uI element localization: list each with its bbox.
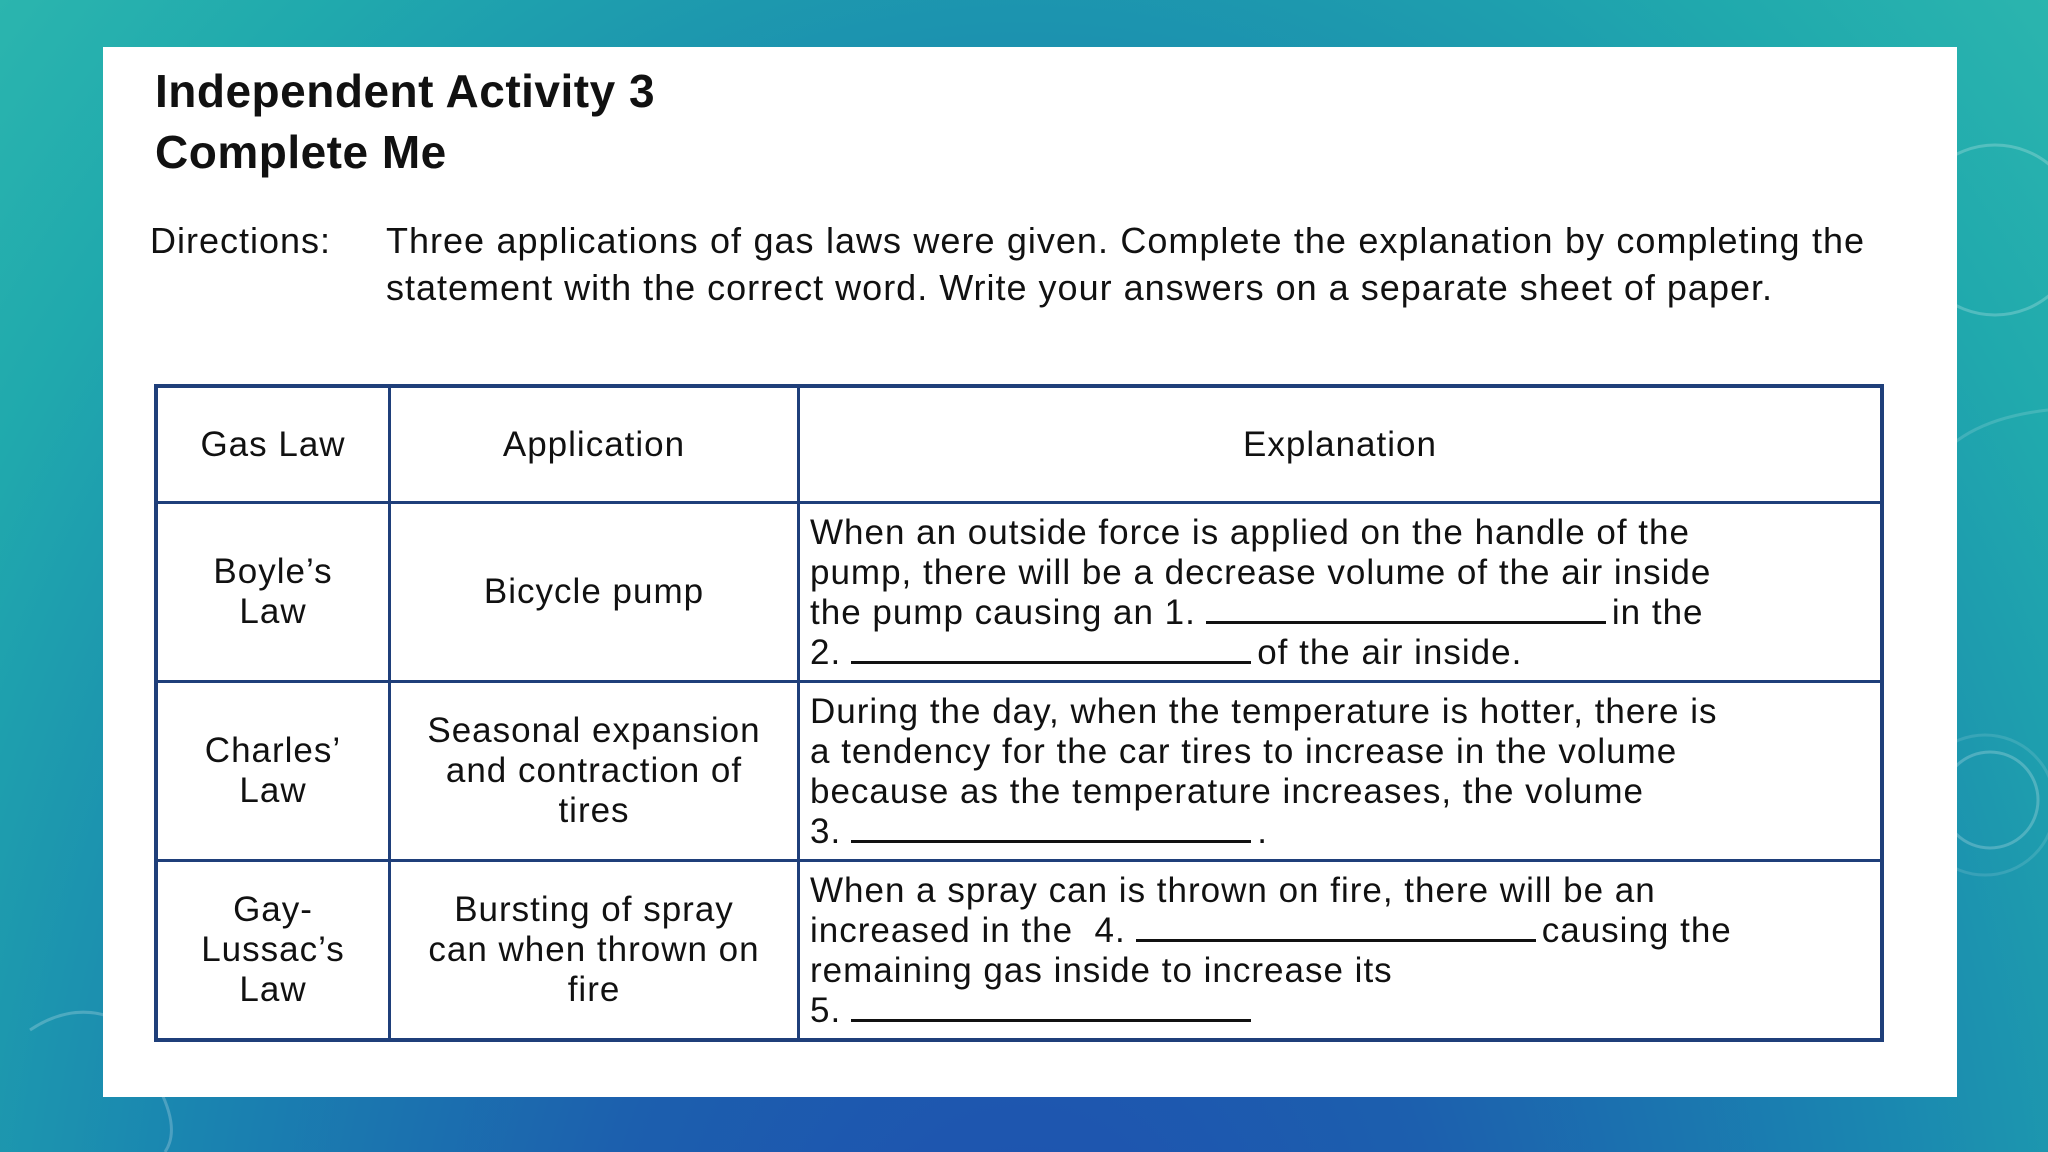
explanation-line (810, 991, 1870, 1031)
explanation-line: When a spray can is thrown on fire, there will be an (810, 871, 1656, 910)
answer-blank-4 (1136, 911, 1536, 942)
activity-title (155, 61, 655, 183)
application-line: and contraction of (445, 751, 743, 790)
explanation-text: 3. (810, 812, 842, 851)
law-line: Law (239, 592, 307, 631)
law-line: Lussac’s (201, 930, 345, 969)
cell-application (390, 682, 799, 861)
answer-blank-2 (851, 633, 1251, 664)
application-line: tires (558, 791, 630, 830)
deco-arc-bottom (160, 1090, 171, 1152)
slide-card (103, 47, 1957, 1097)
explanation-text: increased in the 4. (810, 911, 1126, 950)
directions-label: Directions: (150, 220, 332, 261)
header-gas-law: Gas Law (156, 386, 390, 503)
answer-blank-5 (851, 991, 1251, 1022)
cell-explanation (799, 861, 1883, 1041)
cell-explanation (799, 682, 1883, 861)
application-line: Bursting of spray (454, 890, 734, 929)
gas-laws-table (154, 384, 1884, 1042)
explanation-text: in the (1611, 593, 1704, 632)
explanation-text: the pump causing an 1. (810, 593, 1196, 632)
application-line: Bicycle pump (483, 572, 705, 611)
law-line: Boyle’s (213, 552, 333, 591)
cell-gas-law (156, 861, 390, 1041)
cell-gas-law (156, 682, 390, 861)
application-line: can when thrown on (428, 930, 760, 969)
explanation-line (810, 593, 1870, 633)
title-line-1: Independent Activity 3 (155, 65, 656, 117)
explanation-text: causing the (1541, 911, 1732, 950)
directions-text: Three applications of gas laws were given. Complete the explanation by completing the statement with the correct word. Write your answers on a separate sheet of paper. (386, 220, 1865, 308)
title-line-2: Complete Me (155, 126, 447, 178)
explanation-line: pump, there will be a decrease volume of the air inside (810, 553, 1712, 592)
table-header-row (156, 386, 1882, 503)
cell-application (390, 861, 799, 1041)
law-line: Charles’ (204, 731, 342, 770)
table-row-charles-law (156, 682, 1882, 861)
explanation-text: . (1257, 812, 1268, 851)
explanation-text: of the air inside. (1257, 633, 1523, 672)
explanation-line: because as the temperature increases, the volume (810, 772, 1644, 811)
cell-gas-law (156, 503, 390, 682)
law-line: Law (239, 970, 307, 1009)
explanation-line (810, 812, 1870, 852)
header-explanation: Explanation (799, 386, 1883, 503)
explanation-line: When an outside force is applied on the handle of the (810, 513, 1690, 552)
application-line: fire (567, 970, 621, 1009)
explanation-line: a tendency for the car tires to increase in the volume (810, 732, 1678, 771)
application-line: Seasonal expansion (427, 711, 761, 750)
law-line: Gay- (233, 890, 313, 929)
explanation-line (810, 911, 1870, 951)
explanation-text: 5. (810, 991, 842, 1030)
table-row-boyles-law (156, 503, 1882, 682)
explanation-line (810, 633, 1870, 673)
explanation-line: During the day, when the temperature is hotter, there is (810, 692, 1718, 731)
header-application: Application (390, 386, 799, 503)
cell-explanation (799, 503, 1883, 682)
answer-blank-1 (1206, 593, 1606, 624)
answer-blank-3 (851, 812, 1251, 843)
table-row-gay-lussacs-law (156, 861, 1882, 1041)
cell-application (390, 503, 799, 682)
law-line: Law (239, 771, 307, 810)
explanation-line: remaining gas inside to increase its (810, 951, 1393, 990)
explanation-text: 2. (810, 633, 842, 672)
